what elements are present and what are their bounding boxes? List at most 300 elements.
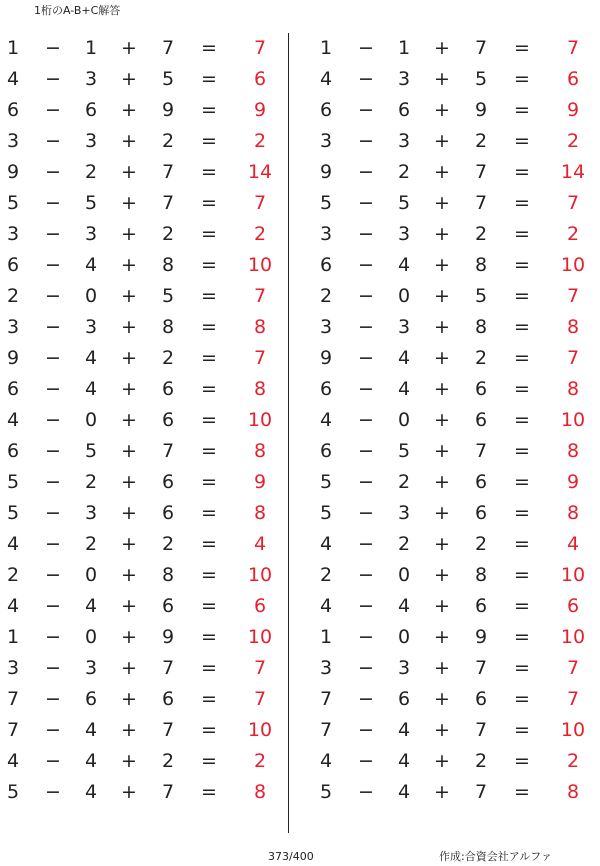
plus-sign: +	[434, 254, 450, 276]
plus-sign: +	[121, 688, 137, 710]
answer: 10	[247, 409, 273, 431]
operand-a: 3	[6, 316, 20, 338]
operand-b: 0	[397, 564, 411, 586]
operand-b: 3	[84, 657, 98, 679]
operand-b: 0	[397, 409, 411, 431]
equals-sign: =	[514, 192, 530, 214]
plus-sign: +	[434, 533, 450, 555]
operand-a: 4	[319, 595, 333, 617]
operand-b: 2	[84, 471, 98, 493]
equals-sign: =	[201, 130, 217, 152]
operand-b: 4	[84, 595, 98, 617]
minus-sign: −	[358, 595, 374, 617]
plus-sign: +	[434, 192, 450, 214]
plus-sign: +	[121, 502, 137, 524]
problem-row	[313, 746, 600, 777]
operand-c: 9	[474, 626, 488, 648]
answer: 8	[253, 781, 267, 803]
minus-sign: −	[358, 161, 374, 183]
operand-b: 1	[84, 37, 98, 59]
minus-sign: −	[45, 316, 61, 338]
minus-sign: −	[358, 285, 374, 307]
operand-c: 8	[474, 254, 488, 276]
minus-sign: −	[45, 595, 61, 617]
operand-b: 0	[84, 409, 98, 431]
equals-sign: =	[514, 99, 530, 121]
operand-a: 7	[6, 719, 20, 741]
operand-b: 3	[84, 502, 98, 524]
problem-row	[0, 126, 290, 157]
problem-row	[313, 281, 600, 312]
plus-sign: +	[121, 316, 137, 338]
plus-sign: +	[434, 285, 450, 307]
page-title: 1桁のA-B+C解答	[34, 4, 121, 17]
operand-b: 2	[397, 533, 411, 555]
answer: 7	[253, 285, 267, 307]
operand-c: 5	[161, 68, 175, 90]
minus-sign: −	[45, 285, 61, 307]
equals-sign: =	[514, 502, 530, 524]
plus-sign: +	[121, 533, 137, 555]
answer: 7	[253, 688, 267, 710]
equals-sign: =	[201, 781, 217, 803]
answer: 8	[566, 781, 580, 803]
answer: 8	[566, 378, 580, 400]
equals-sign: =	[201, 440, 217, 462]
operand-c: 6	[474, 471, 488, 493]
operand-b: 2	[397, 471, 411, 493]
answer: 7	[566, 285, 580, 307]
plus-sign: +	[434, 316, 450, 338]
operand-c: 2	[474, 130, 488, 152]
operand-c: 6	[161, 688, 175, 710]
operand-b: 5	[84, 192, 98, 214]
plus-sign: +	[121, 750, 137, 772]
problem-column-left	[0, 33, 290, 808]
operand-a: 4	[6, 750, 20, 772]
answer: 9	[566, 471, 580, 493]
minus-sign: −	[358, 409, 374, 431]
equals-sign: =	[514, 285, 530, 307]
minus-sign: −	[358, 440, 374, 462]
answer: 6	[253, 595, 267, 617]
equals-sign: =	[201, 254, 217, 276]
answer: 4	[566, 533, 580, 555]
plus-sign: +	[434, 471, 450, 493]
operand-c: 9	[161, 99, 175, 121]
equals-sign: =	[201, 502, 217, 524]
operand-a: 2	[319, 285, 333, 307]
plus-sign: +	[121, 564, 137, 586]
operand-c: 6	[474, 378, 488, 400]
problem-row	[0, 591, 290, 622]
operand-a: 6	[6, 254, 20, 276]
plus-sign: +	[434, 626, 450, 648]
equals-sign: =	[514, 68, 530, 90]
minus-sign: −	[45, 440, 61, 462]
plus-sign: +	[434, 564, 450, 586]
operand-b: 4	[397, 347, 411, 369]
operand-c: 6	[474, 409, 488, 431]
operand-c: 7	[161, 192, 175, 214]
minus-sign: −	[358, 564, 374, 586]
minus-sign: −	[358, 347, 374, 369]
problem-row	[0, 188, 290, 219]
answer: 7	[566, 37, 580, 59]
operand-a: 9	[319, 347, 333, 369]
equals-sign: =	[514, 130, 530, 152]
problem-row	[0, 374, 290, 405]
operand-c: 8	[474, 316, 488, 338]
equals-sign: =	[514, 719, 530, 741]
operand-c: 7	[161, 657, 175, 679]
operand-c: 2	[474, 347, 488, 369]
operand-a: 9	[6, 347, 20, 369]
equals-sign: =	[201, 471, 217, 493]
operand-a: 7	[6, 688, 20, 710]
equals-sign: =	[201, 285, 217, 307]
answer: 7	[253, 657, 267, 679]
answer: 9	[253, 99, 267, 121]
problem-row	[313, 374, 600, 405]
operand-a: 3	[6, 223, 20, 245]
minus-sign: −	[358, 130, 374, 152]
operand-b: 4	[397, 595, 411, 617]
answer: 2	[253, 750, 267, 772]
answer: 14	[560, 161, 586, 183]
problem-row	[0, 64, 290, 95]
operand-a: 6	[319, 99, 333, 121]
answer: 8	[566, 502, 580, 524]
problem-row	[0, 715, 290, 746]
minus-sign: −	[45, 688, 61, 710]
equals-sign: =	[201, 347, 217, 369]
problem-row	[313, 312, 600, 343]
operand-a: 3	[6, 657, 20, 679]
operand-a: 1	[319, 626, 333, 648]
plus-sign: +	[434, 657, 450, 679]
problem-row	[313, 684, 600, 715]
operand-c: 7	[161, 781, 175, 803]
operand-b: 0	[84, 564, 98, 586]
operand-c: 2	[161, 130, 175, 152]
plus-sign: +	[434, 161, 450, 183]
equals-sign: =	[514, 750, 530, 772]
operand-c: 5	[161, 285, 175, 307]
answer: 10	[560, 254, 586, 276]
minus-sign: −	[358, 502, 374, 524]
operand-c: 7	[474, 719, 488, 741]
operand-b: 1	[397, 37, 411, 59]
answer: 8	[566, 440, 580, 462]
equals-sign: =	[514, 688, 530, 710]
operand-b: 0	[397, 626, 411, 648]
minus-sign: −	[45, 192, 61, 214]
answer: 2	[253, 223, 267, 245]
operand-a: 5	[319, 471, 333, 493]
operand-a: 4	[6, 595, 20, 617]
problem-row	[313, 188, 600, 219]
answer: 10	[247, 719, 273, 741]
problem-row	[313, 467, 600, 498]
operand-c: 6	[161, 595, 175, 617]
equals-sign: =	[201, 99, 217, 121]
operand-c: 9	[474, 99, 488, 121]
operand-a: 9	[6, 161, 20, 183]
problem-row	[0, 622, 290, 653]
answer: 14	[247, 161, 273, 183]
answer: 10	[560, 626, 586, 648]
equals-sign: =	[201, 192, 217, 214]
problem-row	[0, 33, 290, 64]
answer: 7	[566, 192, 580, 214]
answer: 6	[566, 68, 580, 90]
answer: 2	[566, 130, 580, 152]
minus-sign: −	[45, 68, 61, 90]
operand-c: 7	[161, 161, 175, 183]
problem-row	[313, 250, 600, 281]
minus-sign: −	[358, 719, 374, 741]
minus-sign: −	[45, 254, 61, 276]
answer: 10	[247, 564, 273, 586]
answer: 10	[247, 254, 273, 276]
equals-sign: =	[201, 595, 217, 617]
equals-sign: =	[514, 471, 530, 493]
answer: 9	[566, 99, 580, 121]
minus-sign: −	[358, 657, 374, 679]
problem-row	[313, 343, 600, 374]
equals-sign: =	[514, 316, 530, 338]
operand-c: 6	[161, 409, 175, 431]
operand-b: 3	[397, 223, 411, 245]
problem-row	[0, 343, 290, 374]
operand-a: 6	[6, 99, 20, 121]
operand-b: 6	[397, 688, 411, 710]
plus-sign: +	[121, 378, 137, 400]
operand-a: 5	[319, 781, 333, 803]
answer: 2	[566, 750, 580, 772]
plus-sign: +	[121, 471, 137, 493]
publisher-credit: 作成:合資会社アルファ	[439, 850, 553, 863]
operand-c: 7	[474, 192, 488, 214]
equals-sign: =	[514, 781, 530, 803]
answer: 6	[253, 68, 267, 90]
equals-sign: =	[201, 161, 217, 183]
problem-row	[0, 529, 290, 560]
problem-row	[313, 498, 600, 529]
answer: 8	[253, 316, 267, 338]
operand-a: 3	[319, 657, 333, 679]
operand-c: 7	[474, 657, 488, 679]
equals-sign: =	[514, 440, 530, 462]
problem-row	[313, 715, 600, 746]
operand-a: 5	[6, 781, 20, 803]
problem-row	[0, 281, 290, 312]
plus-sign: +	[434, 781, 450, 803]
equals-sign: =	[201, 719, 217, 741]
operand-b: 5	[397, 192, 411, 214]
plus-sign: +	[121, 285, 137, 307]
operand-b: 4	[397, 378, 411, 400]
operand-c: 8	[161, 316, 175, 338]
answer: 6	[566, 595, 580, 617]
answer: 7	[566, 657, 580, 679]
operand-b: 4	[84, 719, 98, 741]
equals-sign: =	[514, 37, 530, 59]
operand-a: 4	[319, 750, 333, 772]
plus-sign: +	[121, 347, 137, 369]
operand-c: 7	[161, 37, 175, 59]
operand-b: 3	[397, 68, 411, 90]
plus-sign: +	[434, 37, 450, 59]
operand-c: 6	[161, 502, 175, 524]
minus-sign: −	[358, 471, 374, 493]
minus-sign: −	[45, 409, 61, 431]
operand-b: 4	[397, 781, 411, 803]
page-number: 373/400	[268, 850, 314, 863]
problem-row	[0, 436, 290, 467]
operand-b: 4	[397, 254, 411, 276]
minus-sign: −	[358, 254, 374, 276]
problem-row	[0, 684, 290, 715]
operand-c: 7	[161, 440, 175, 462]
minus-sign: −	[358, 316, 374, 338]
plus-sign: +	[434, 130, 450, 152]
operand-c: 6	[474, 595, 488, 617]
equals-sign: =	[514, 595, 530, 617]
equals-sign: =	[514, 626, 530, 648]
operand-a: 4	[6, 533, 20, 555]
operand-a: 4	[319, 409, 333, 431]
operand-c: 8	[161, 254, 175, 276]
equals-sign: =	[514, 564, 530, 586]
operand-a: 3	[319, 130, 333, 152]
operand-a: 7	[319, 719, 333, 741]
equals-sign: =	[201, 68, 217, 90]
plus-sign: +	[121, 223, 137, 245]
problem-row	[0, 405, 290, 436]
problem-row	[0, 250, 290, 281]
plus-sign: +	[434, 68, 450, 90]
problem-row	[313, 560, 600, 591]
problem-row	[0, 560, 290, 591]
operand-b: 6	[397, 99, 411, 121]
operand-b: 2	[84, 533, 98, 555]
operand-a: 9	[319, 161, 333, 183]
minus-sign: −	[45, 657, 61, 679]
answer: 4	[253, 533, 267, 555]
operand-b: 3	[397, 502, 411, 524]
operand-c: 6	[474, 688, 488, 710]
operand-a: 5	[319, 502, 333, 524]
problem-row	[0, 312, 290, 343]
plus-sign: +	[121, 440, 137, 462]
operand-c: 6	[161, 378, 175, 400]
operand-a: 1	[6, 626, 20, 648]
equals-sign: =	[201, 409, 217, 431]
plus-sign: +	[434, 688, 450, 710]
minus-sign: −	[45, 130, 61, 152]
equals-sign: =	[514, 657, 530, 679]
operand-c: 2	[474, 223, 488, 245]
problem-row	[313, 653, 600, 684]
operand-b: 4	[84, 750, 98, 772]
operand-a: 6	[319, 378, 333, 400]
column-divider	[288, 33, 289, 833]
problem-row	[0, 777, 290, 808]
equals-sign: =	[201, 657, 217, 679]
operand-b: 3	[397, 316, 411, 338]
answer: 10	[560, 719, 586, 741]
equals-sign: =	[514, 409, 530, 431]
operand-c: 2	[474, 750, 488, 772]
equals-sign: =	[201, 533, 217, 555]
problem-row	[0, 746, 290, 777]
equals-sign: =	[514, 161, 530, 183]
equals-sign: =	[201, 37, 217, 59]
equals-sign: =	[514, 254, 530, 276]
operand-b: 3	[397, 657, 411, 679]
operand-a: 4	[319, 533, 333, 555]
operand-a: 6	[319, 254, 333, 276]
operand-a: 7	[319, 688, 333, 710]
minus-sign: −	[358, 750, 374, 772]
answer: 8	[253, 440, 267, 462]
answer: 8	[253, 378, 267, 400]
operand-a: 3	[6, 130, 20, 152]
problem-row	[313, 591, 600, 622]
operand-b: 0	[397, 285, 411, 307]
problem-row	[0, 653, 290, 684]
equals-sign: =	[514, 347, 530, 369]
operand-b: 4	[397, 750, 411, 772]
operand-a: 5	[6, 502, 20, 524]
minus-sign: −	[45, 533, 61, 555]
problem-row	[313, 529, 600, 560]
plus-sign: +	[121, 595, 137, 617]
operand-b: 5	[84, 440, 98, 462]
operand-c: 7	[161, 719, 175, 741]
problem-row	[313, 777, 600, 808]
operand-c: 7	[474, 440, 488, 462]
minus-sign: −	[45, 750, 61, 772]
plus-sign: +	[121, 657, 137, 679]
operand-a: 5	[6, 192, 20, 214]
plus-sign: +	[121, 37, 137, 59]
problem-column-right	[313, 33, 600, 808]
equals-sign: =	[201, 564, 217, 586]
operand-a: 1	[6, 37, 20, 59]
equals-sign: =	[201, 750, 217, 772]
operand-a: 6	[6, 440, 20, 462]
operand-b: 3	[84, 68, 98, 90]
answer: 8	[566, 316, 580, 338]
answer: 9	[253, 471, 267, 493]
plus-sign: +	[434, 440, 450, 462]
operand-b: 3	[84, 223, 98, 245]
problem-row	[0, 498, 290, 529]
problem-row	[313, 33, 600, 64]
plus-sign: +	[434, 378, 450, 400]
equals-sign: =	[514, 223, 530, 245]
answer: 7	[253, 192, 267, 214]
operand-c: 7	[474, 37, 488, 59]
equals-sign: =	[201, 378, 217, 400]
operand-c: 2	[161, 533, 175, 555]
problem-row	[313, 126, 600, 157]
plus-sign: +	[121, 99, 137, 121]
plus-sign: +	[434, 99, 450, 121]
